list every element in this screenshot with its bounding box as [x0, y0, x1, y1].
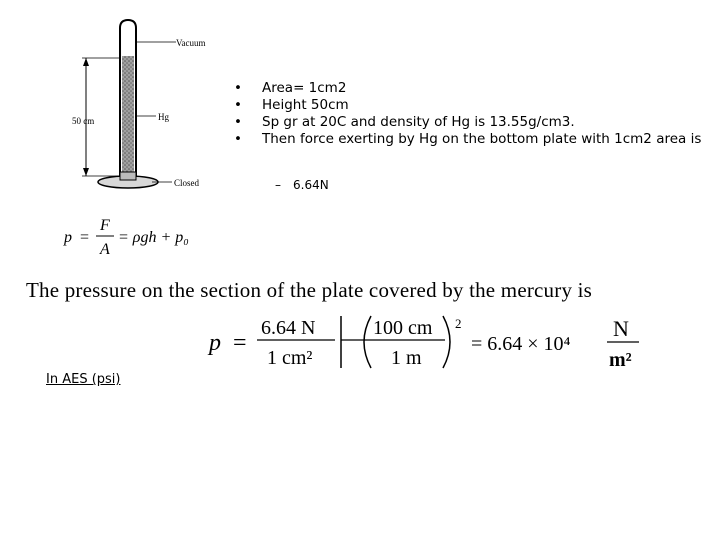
- bullet-icon: •: [234, 80, 242, 96]
- formula-num: F: [100, 217, 110, 234]
- formula2-den2: 1 m: [391, 347, 422, 369]
- vacuum-label: Vacuum: [176, 38, 206, 48]
- calculation-formula: [205, 308, 675, 374]
- list-item: • Then force exerting by Hg on the bottom plate with 1cm2 area is: [234, 131, 702, 147]
- sub-bullet: – 6.64N: [275, 178, 329, 192]
- pressure-formula: [62, 212, 222, 262]
- formula2-p: p: [209, 330, 221, 356]
- formula2-unit-num: N: [613, 316, 629, 341]
- closed-label: Closed: [174, 178, 200, 188]
- list-item: • Height 50cm: [234, 97, 349, 113]
- hg-label: Hg: [158, 112, 169, 122]
- formula-p: p: [64, 229, 72, 246]
- bullet-icon: •: [234, 97, 242, 113]
- height-label: 50 cm: [72, 116, 95, 126]
- dash-icon: –: [275, 178, 281, 192]
- formula2-unit-den: m²: [609, 349, 632, 371]
- list-item: • Area= 1cm2: [234, 80, 347, 96]
- bullet-icon: •: [234, 114, 242, 130]
- formula-eq: =: [80, 229, 90, 246]
- list-item: • Sp gr at 20C and density of Hg is 13.55g/cm3.: [234, 114, 575, 130]
- formula2-eq: =: [233, 330, 247, 356]
- section-heading: The pressure on the section of the plate covered by the mercury is: [26, 278, 592, 302]
- formula-den: A: [100, 241, 110, 258]
- formula2-exp: 2: [455, 316, 462, 331]
- barometer-figure: [56, 16, 226, 196]
- bullet-list: [234, 80, 704, 148]
- formula2-result: = 6.64 × 10⁴: [471, 333, 571, 355]
- bullet-icon: •: [234, 131, 242, 147]
- formula-rhs: = ρgh + p₀: [118, 229, 189, 246]
- formula2-num1: 6.64 N: [261, 317, 316, 339]
- aes-psi-link[interactable]: In AES (psi): [46, 372, 121, 387]
- formula2-num2: 100 cm: [373, 317, 433, 339]
- formula2-den1: 1 cm²: [267, 347, 313, 369]
